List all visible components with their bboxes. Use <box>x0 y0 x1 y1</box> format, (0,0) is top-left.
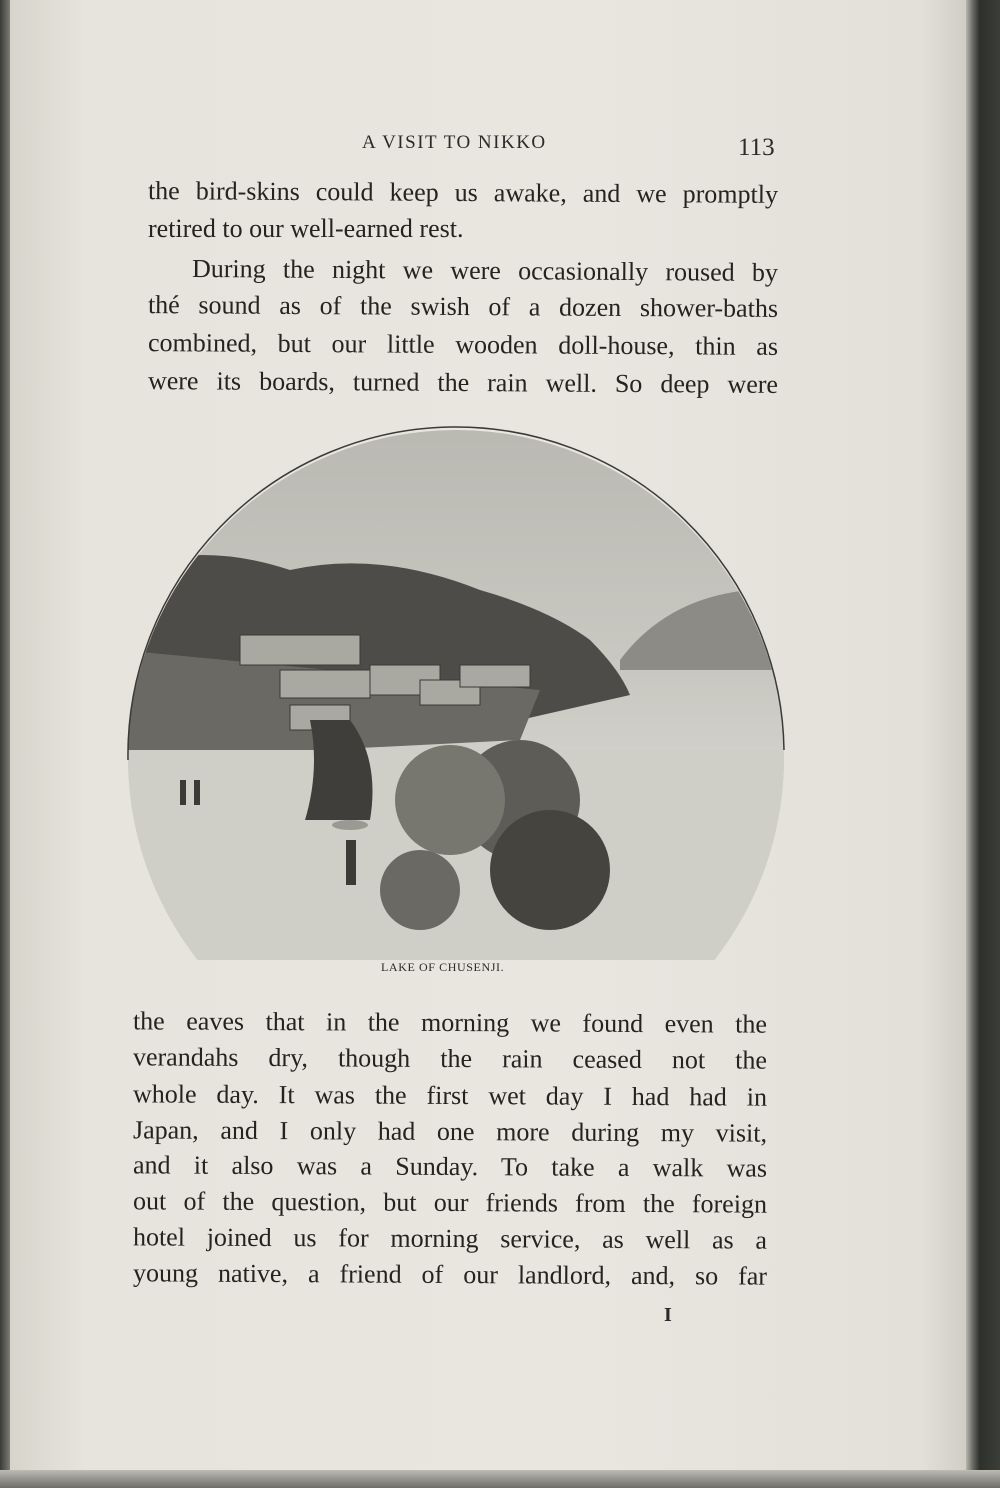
engraving-lake-illustration <box>120 420 800 960</box>
text-line: and it also was a Sunday. To take a walk was <box>132 1150 768 1183</box>
text-line: the bird-skins could keep us awake, and we promptly <box>147 176 779 209</box>
book-edge-bottom <box>0 1470 1000 1488</box>
text-line: whole day. It was the first wet day I had had in <box>132 1079 768 1112</box>
text-line: combined, but our little wooden doll-house, thin as <box>147 328 779 361</box>
text-line: During the night we were occasionally roused by <box>191 253 779 288</box>
text-line: Japan, and I only had one more during my visit, <box>132 1115 768 1148</box>
signature-mark: I <box>664 1304 672 1326</box>
text-line: verandahs dry, though the rain ceased not the <box>132 1042 768 1075</box>
text-line: thé sound as of the swish of a dozen shower-baths <box>147 290 779 323</box>
illustration-caption: LAKE OF CHUSENJI. <box>381 960 505 974</box>
book-edge-right <box>966 0 1000 1488</box>
running-head: A VISIT TO NIKKO <box>362 132 547 153</box>
text-line: out of the question, but our friends from the foreign <box>132 1186 768 1219</box>
text-line: young native, a friend of our landlord, and, so far <box>132 1258 768 1291</box>
text-line: hotel joined us for morning service, as well as a <box>132 1222 768 1255</box>
text-line: the eaves that in the morning we found even the <box>132 1006 768 1039</box>
text-line: were its boards, turned the rain well. So deep were <box>147 366 779 399</box>
page-number: 113 <box>738 134 775 161</box>
text-line: retired to our well-earned rest. <box>148 214 464 243</box>
